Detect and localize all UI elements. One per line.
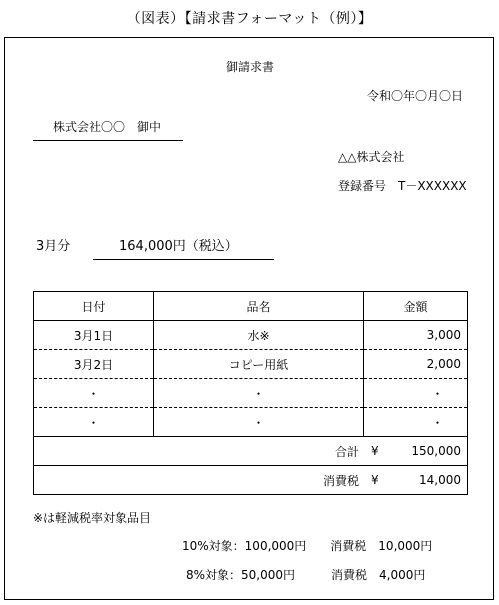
row-date: ・ (34, 408, 154, 437)
row-amount: 3,000 (364, 321, 468, 350)
items-table (33, 291, 468, 495)
table-row (34, 350, 468, 379)
table-header-row (34, 292, 468, 321)
total-amount: 164,000円（税込） (119, 239, 238, 254)
row-amount: 2,000 (364, 350, 468, 379)
row-date: ・ (34, 379, 154, 408)
invoice-title: 御請求書 (225, 60, 274, 74)
header-item: 品名 (154, 292, 364, 321)
subtotal-value: 150,000 (411, 444, 461, 458)
registration-number: 登録番号 T－XXXXXX (338, 179, 467, 193)
issuer-name: △△株式会社 (338, 150, 405, 164)
tax-label: 消費税 (322, 473, 359, 488)
billing-period: 3月分 (36, 239, 71, 254)
row-item: ・ (154, 379, 364, 408)
subtotal-row (34, 437, 468, 466)
tax-breakdown-10: 10%対象：100,000円 消費税 10,000円 (182, 539, 433, 553)
table-row (34, 321, 468, 350)
subtotal-label: 合計 (334, 444, 359, 459)
table-row (34, 408, 468, 437)
invoice-document (4, 37, 494, 600)
row-date: 3月2日 (34, 350, 154, 379)
header-date: 日付 (34, 292, 154, 321)
row-item: コピー用紙 (154, 350, 364, 379)
recipient-underline (33, 140, 183, 141)
row-item: 水※ (154, 321, 364, 350)
tax-row (34, 466, 468, 495)
amount-underline (93, 259, 274, 260)
table-row (34, 379, 468, 408)
row-amount: ・ (364, 408, 468, 437)
row-item: ・ (154, 408, 364, 437)
row-date: 3月1日 (34, 321, 154, 350)
row-amount: ・ (364, 379, 468, 408)
subtotal-yen: ¥ (371, 444, 379, 458)
header-amount: 金額 (364, 292, 468, 321)
recipient-name: 株式会社〇〇 御中 (53, 120, 162, 134)
figure-caption: （図表）【請求書フォーマット（例）】 (126, 11, 373, 27)
tax-yen: ¥ (371, 473, 379, 487)
invoice-date: 令和〇年〇月〇日 (366, 89, 463, 103)
tax-breakdown-8: 8%対象：50,000円 消費税 4,000円 (186, 568, 426, 582)
tax-value: 14,000 (419, 473, 461, 487)
reduced-tax-note: ※は軽減税率対象品目 (33, 511, 152, 525)
